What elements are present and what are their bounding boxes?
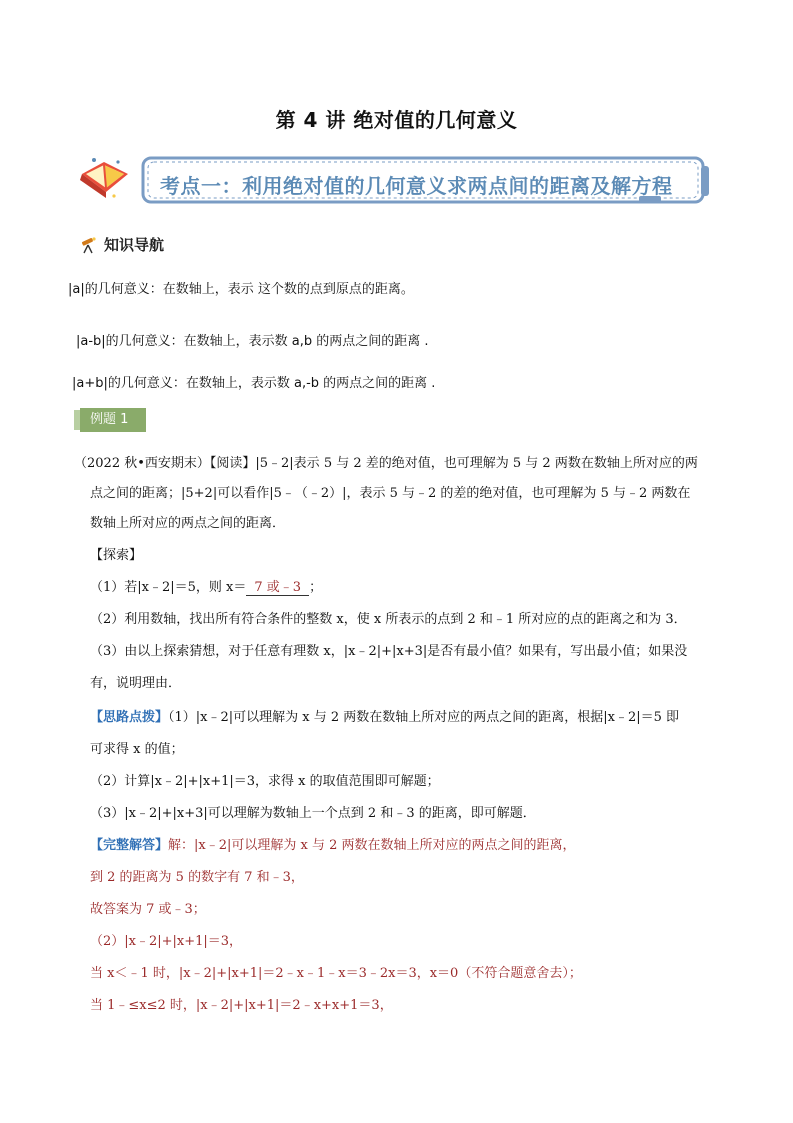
section-label: 知识导航	[104, 236, 165, 254]
page-title: 第 4 讲 绝对值的几何意义	[275, 108, 518, 132]
hint-line-3: （3）|x﹣2|+|x+3|可以理解为数轴上一个点到 2 和﹣3 的距离，即可解题．	[90, 806, 536, 821]
hint-text-1: （1）|x﹣2|可以理解为 x 与 2 两数在数轴上所对应的两点之间的距离，根据|x﹣2|＝5 即	[168, 710, 680, 725]
knowledge-line-3: |a+b|的几何意义：在数轴上，表示数 a,-b 的两点之间的距离 .	[72, 376, 436, 391]
hint-line-1	[90, 706, 679, 725]
example-para-3: 数轴上所对应的两点之间的距离．	[90, 516, 286, 531]
example-source: （2022 秋•西安期末）【阅读】|5﹣2|表示 5 与 2 差的绝对值，也可理解为 5 与 2 两数在数轴上所对应的两	[74, 456, 698, 471]
hint-label: 【思路点拨】	[90, 710, 169, 725]
topic-banner-text: 考点一：利用绝对值的几何意义求两点间的距离及解方程	[160, 174, 673, 198]
question-3b: 有，说明理由．	[90, 676, 182, 691]
telescope-icon	[80, 236, 98, 254]
section-heading	[80, 234, 164, 255]
question-3a: （3）由以上探索猜想，对于任意有理数 x，|x﹣2|+|x+3|是否有最小值？如果有，写出最小值；如果没	[90, 644, 688, 659]
solution-line-3: 故答案为 7 或﹣3；	[90, 902, 206, 917]
solution-line-4: （2）|x﹣2|+|x+1|＝3，	[90, 934, 243, 949]
solution-line-5: 当 x＜﹣1 时，|x﹣2|+|x+1|＝2﹣x﹣1﹣x＝3﹣2x＝3，x＝0（不符合题意舍去）；	[90, 966, 582, 981]
solution-label: 【完整解答】	[90, 838, 169, 853]
question-1-suffix: ；	[309, 580, 323, 595]
explore-label: 【探索】	[90, 548, 143, 563]
solution-text-1: 解：|x﹣2|可以理解为 x 与 2 两数在数轴上所对应的两点之间的距离，	[168, 838, 576, 853]
example-para-2: 点之间的距离；|5+2|可以看作|5﹣（﹣2）|，表示 5 与﹣2 的差的绝对值，也可理解为 5 与﹣2 两数在	[90, 486, 691, 501]
knowledge-line-2: |a-b|的几何意义：在数轴上，表示数 a,b 的两点之间的距离 .	[76, 334, 429, 349]
question-2: （2）利用数轴，找出所有符合条件的整数 x，使 x 所表示的点到 2 和﹣1 所对应的点的距离之和为 3．	[90, 612, 687, 627]
question-1	[90, 576, 322, 596]
solution-line-2: 到 2 的距离为 5 的数字有 7 和﹣3，	[90, 870, 304, 885]
hint-line-2: （2）计算|x﹣2|+|x+1|＝3，求得 x 的取值范围即可解题；	[90, 774, 440, 789]
question-1-answer: 7 或﹣3	[246, 576, 309, 596]
solution-line-1	[90, 834, 576, 853]
solution-line-6: 当 1﹣≤x≤2 时，|x﹣2|+|x+1|＝2﹣x+x+1＝3，	[90, 998, 393, 1013]
knowledge-line-1: |a|的几何意义：在数轴上，表示 这个数的点到原点的距离。	[68, 282, 414, 297]
question-1-prefix: （1）若|x﹣2|＝5，则 x＝	[90, 580, 247, 595]
hint-line-1b: 可求得 x 的值；	[90, 742, 184, 757]
book-icon	[74, 152, 134, 202]
example-tag: 例题 1	[80, 408, 146, 432]
